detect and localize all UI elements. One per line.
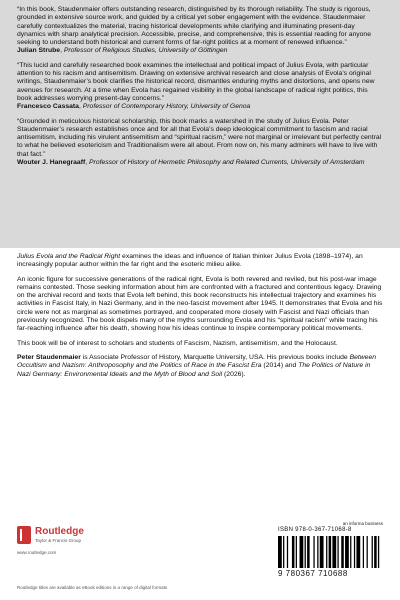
- bio-text: (2014) and: [261, 362, 299, 370]
- barcode-bar: [317, 536, 318, 568]
- barcode-icon: [278, 536, 383, 568]
- barcode-bar: [356, 536, 360, 568]
- endorser-name: Wouter J. Hanegraaff: [17, 159, 86, 167]
- barcode-bar: [374, 536, 377, 568]
- bio-text: (2026).: [222, 370, 246, 378]
- endorsement-attribution: Wouter J. Hanegraaff, Professor of History of Hermetic Philosophy and Related Currents, University of Amsterdam: [17, 159, 365, 167]
- description-audience: This book will be of interest to scholars and students of Fascism, Nazism, antisemitism, and the Holocaust.: [17, 339, 338, 347]
- isbn-barcode: [278, 527, 383, 579]
- publisher-group: Taylor & Francis Group: [35, 538, 82, 543]
- barcode-bar: [278, 536, 282, 568]
- endorser-name: Francesco Cassata: [17, 103, 79, 111]
- barcode-bar: [341, 536, 344, 568]
- barcode-bar: [329, 536, 332, 568]
- bio-text: is Associate Professor of History, Marquette University, USA. His previous books include: [80, 353, 350, 361]
- barcode-bar: [378, 536, 379, 568]
- informa-tagline: an informa business: [342, 521, 383, 526]
- previous-book-2: The Politics of Nature in Nazi Germany: Environmental Ideals and the Myth of Blood and Soil: [17, 362, 371, 378]
- book-title: Julius Evola and the Radical Right: [17, 253, 121, 260]
- publisher-logo: [17, 526, 147, 564]
- book-description: [17, 253, 383, 385]
- barcode-bar: [367, 536, 368, 568]
- description-intro: [17, 253, 383, 270]
- barcode-bar: [292, 536, 295, 568]
- endorsement-3: [17, 118, 383, 168]
- barcode-bar: [307, 536, 310, 568]
- barcode-bar: [354, 536, 355, 568]
- author-name: Peter Staudenmaier: [17, 353, 81, 361]
- author-bio: [17, 354, 383, 379]
- endorsement-text: “In this book, Staudenmaier offers outstanding research, distinguished by its thorough reliability. The study is rigorous, grounded in extensive source work, and guided by a critical yet sober engagement with the evidence. Staudenmaier carefully contextualizes the material, tracing historical developments while clarifying and illuminating present-day dynamics with sharp analytical precision. Accessible, precise, and comprehensive, this is essential reading for anyone seeking to understand both historical and current forms of far-right politics at a moment of renewed influence.”: [17, 6, 371, 47]
- intro-text: examines the ideas and influence of Italian thinker Julius Evola (1898–1974), an increasingly popular author within the far right and the esoteric milieu alike.: [17, 253, 363, 269]
- barcode-bar: [313, 536, 314, 568]
- ebook-note: Routledge titles are available as eBook editions in a range of digital formats: [17, 585, 168, 590]
- endorser-name: Julian Strube: [17, 47, 61, 55]
- publisher-name: Routledge: [35, 526, 84, 537]
- barcode-bar: [363, 536, 364, 568]
- endorsement-text: “This lucid and carefully researched book examines the intellectual and political impact of Julius Evola, with particular attention to his racism and antisemitism. Drawing on extensive archival research and close analysis of Evola’s original writings, Staudenmaier’s book clarifies the historical record, dismantles enduring myths and distortions, and opens new avenues for research. At a time when Evola has regained visibility in the global landscape of radical right politics, this book addresses worrying present-day concerns.”: [17, 61, 375, 102]
- endorser-role: Professor of Contemporary History, University of Genoa: [82, 103, 251, 111]
- barcode-bar: [283, 536, 284, 568]
- endorsements-panel: [0, 0, 400, 248]
- publisher-url: www.routledge.com: [17, 550, 57, 555]
- endorsement-attribution: Julian Strube, Professor of Religious Studies, University of Göttingen: [17, 47, 228, 55]
- endorsements: [17, 6, 383, 173]
- description-body: An iconic figure for successive generations of the radical right, Evola is both revered and reviled, but his post-war image remains contested. Those seeking information about him are confronted with a fractured and contentious legacy. Drawing on the archival record and texts that Evola left behind, this book reconstructs his intellectual trajectory and examines his activities in Fascist Italy, in Nazi Germany, and in the neo-fascist movement after 1945. It demonstrates that Evola and his circle were not as marginal as sometimes portrayed, and cooperated more closely with Fascist and Nazi officials than previously recognized. The book dispels many of the myths surrounding Evola and his “spiritual racism” while tracing his far-reaching influence after his death, showing how his ideas continue to inspire contemporary political movements.: [17, 275, 383, 333]
- endorser-role: Professor of Religious Studies, University of Göttingen: [63, 47, 228, 55]
- endorsement-2: [17, 62, 383, 112]
- endorsement-1: [17, 6, 383, 56]
- endorsement-text: “Grounded in meticulous historical scholarship, this book marks a watershed in the study of Julius Evola. Peter Staudenmaier’s research establishes once and for all that Evola’s deep ideological commitment to fascism and racial antisemitism, including his virulent antisemitism and “spiritual racism,” were not marginal or irrelevant but perfectly central to what he believed esotericism and Traditionalism were all about. From now on, his many admirers will have to live with that fact.”: [17, 117, 382, 158]
- barcode-bar: [320, 536, 324, 568]
- barcode-bar: [372, 536, 373, 568]
- endorsement-attribution: Francesco Cassata, Professor of Contemporary History, University of Genoa: [17, 103, 251, 111]
- barcode-bar: [300, 536, 304, 568]
- barcode-bar: [296, 536, 297, 568]
- isbn-label: ISBN 978-0-367-71068-8: [278, 527, 352, 533]
- barcode-bar: [345, 536, 349, 568]
- routledge-logo-icon: [17, 526, 31, 544]
- endorser-role: Professor of History of Hermetic Philosophy and Related Currents, University of Amsterdam: [89, 159, 365, 167]
- barcode-bar: [326, 536, 327, 568]
- previous-book-1: Between Occultism and Nazism: Anthroposophy and the Politics of Race in the Fascist Era: [17, 353, 377, 370]
- barcode-bar: [332, 536, 336, 568]
- barcode-bar: [287, 536, 288, 568]
- barcode-bar: [305, 536, 306, 568]
- barcode-digits: 9 780367 710688: [278, 569, 348, 578]
- barcode-bar: [337, 536, 338, 568]
- barcode-bar: [350, 536, 351, 568]
